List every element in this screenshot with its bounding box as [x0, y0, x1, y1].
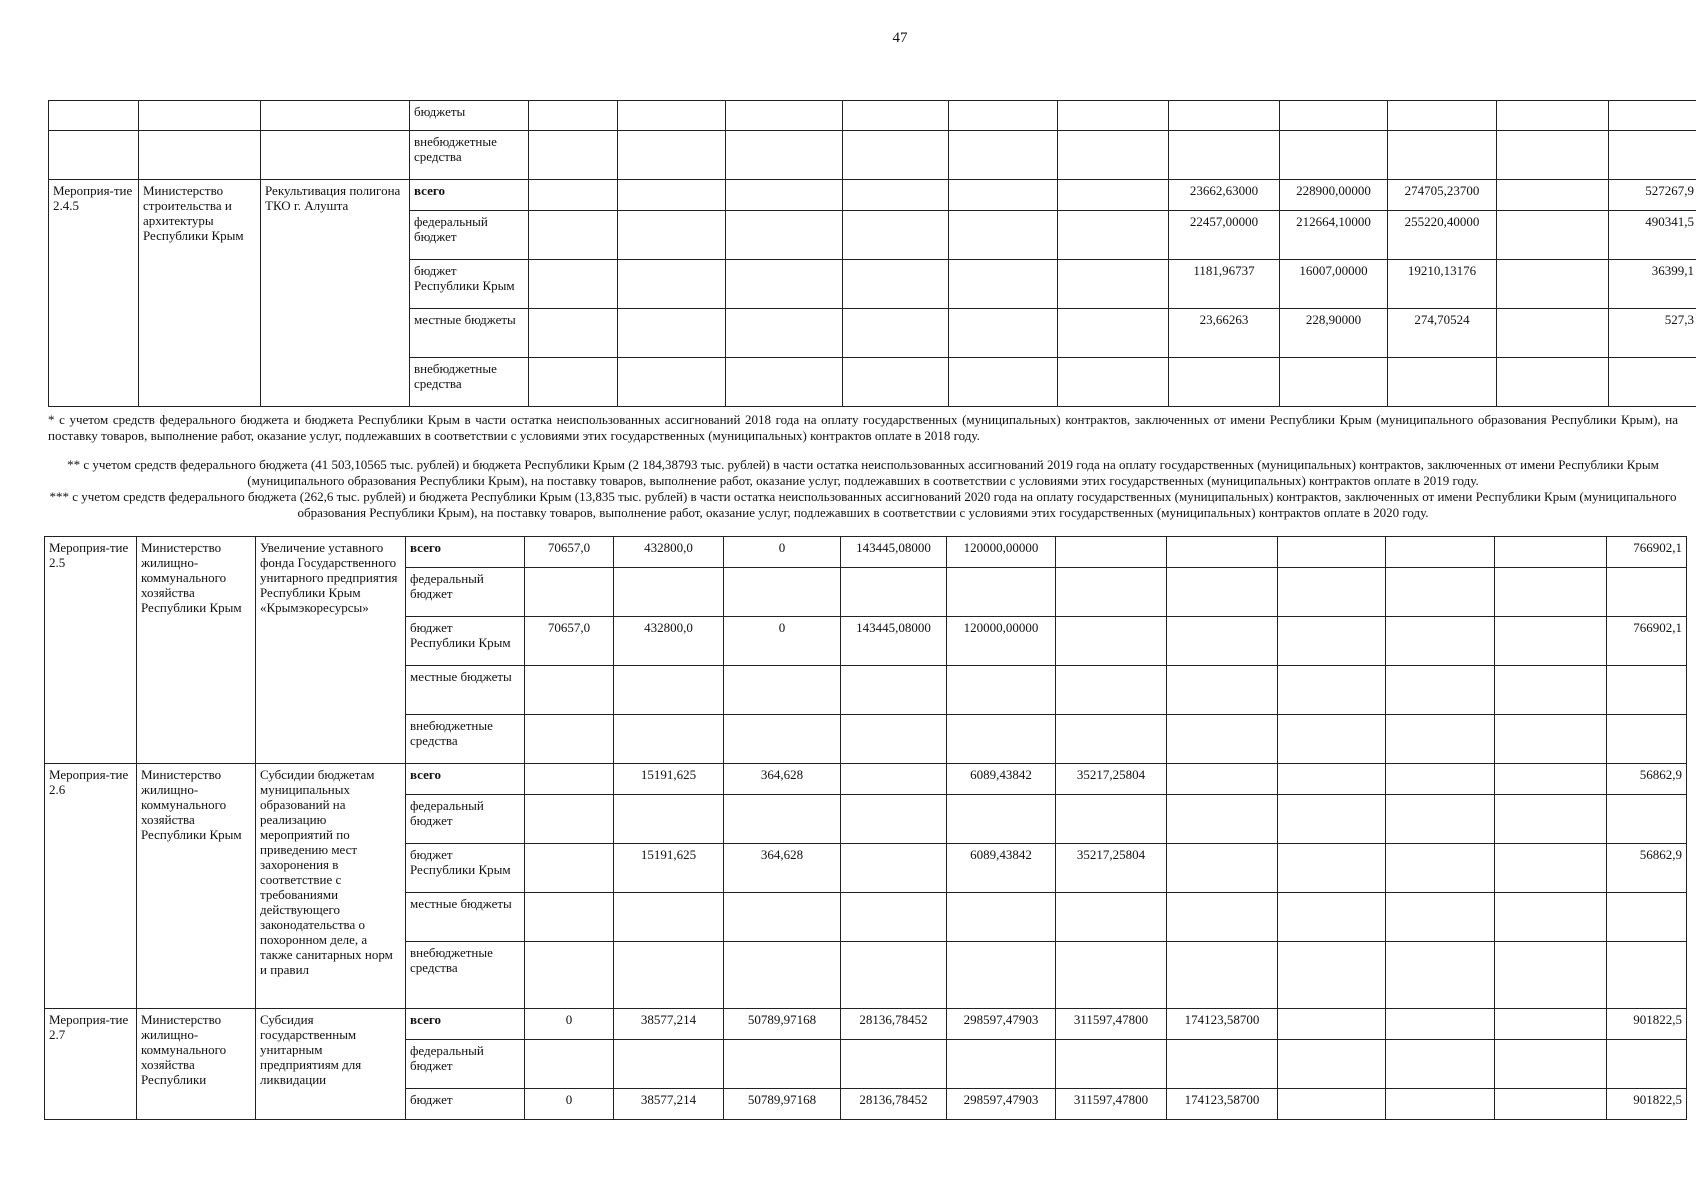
year-value: 364,628: [724, 844, 841, 893]
funding-source: внебюджетные средства: [410, 131, 529, 180]
total-value: 527,3: [1609, 309, 1696, 358]
year-value: [841, 1040, 947, 1089]
year-value: 50789,97168: [724, 1089, 841, 1120]
year-value: 432800,0: [614, 617, 724, 666]
year-value: [525, 568, 614, 617]
year-value: [1167, 844, 1278, 893]
total-value: 766902,1: [1607, 537, 1687, 568]
empty-cell: [1497, 131, 1609, 180]
year-value: [841, 764, 947, 795]
year-value: 19210,13176: [1388, 260, 1497, 309]
year-value: [843, 309, 949, 358]
year-value: [947, 942, 1056, 1009]
funding-source: бюджеты: [410, 101, 529, 131]
year-value: [1495, 537, 1607, 568]
year-value: [949, 211, 1058, 260]
year-value: [1495, 666, 1607, 715]
empty-cell: [726, 131, 843, 180]
funding-source: местные бюджеты: [406, 893, 525, 942]
year-value: 311597,47800: [1056, 1089, 1167, 1120]
total-value: [1607, 715, 1687, 764]
year-value: 6089,43842: [947, 844, 1056, 893]
year-value: 35217,25804: [1056, 844, 1167, 893]
year-value: [1278, 715, 1386, 764]
year-value: [1495, 1040, 1607, 1089]
year-value: [529, 180, 618, 211]
year-value: [1495, 1089, 1607, 1120]
year-value: [841, 844, 947, 893]
year-value: [841, 893, 947, 942]
funding-source: всего: [406, 537, 525, 568]
year-value: [614, 795, 724, 844]
year-value: [525, 764, 614, 795]
empty-cell: [843, 131, 949, 180]
year-value: [1386, 1089, 1495, 1120]
funding-table-bottom: [44, 536, 1687, 1120]
empty-cell: [1280, 101, 1388, 131]
empty-cell: [1280, 131, 1388, 180]
year-value: [614, 568, 724, 617]
year-value: [841, 715, 947, 764]
year-value: [1495, 617, 1607, 666]
event-name: Рекультивация полигона ТКО г. Алушта: [261, 180, 410, 407]
year-value: [1058, 309, 1169, 358]
year-value: 311597,47800: [1056, 1009, 1167, 1040]
year-value: [843, 260, 949, 309]
year-value: [947, 715, 1056, 764]
funding-source: бюджет: [406, 1089, 525, 1120]
executor: Министерство жилищно-коммунального хозяйства Республики Крым: [137, 764, 256, 1009]
total-value: 56862,9: [1607, 764, 1687, 795]
total-value: 490341,5: [1609, 211, 1696, 260]
year-value: [949, 180, 1058, 211]
year-value: [1386, 764, 1495, 795]
year-value: [947, 666, 1056, 715]
year-value: [724, 568, 841, 617]
year-value: [1497, 180, 1609, 211]
empty-cell: [261, 101, 410, 131]
year-value: 255220,40000: [1388, 211, 1497, 260]
year-value: 364,628: [724, 764, 841, 795]
year-value: [1386, 893, 1495, 942]
year-value: [947, 1040, 1056, 1089]
total-value: 36399,1: [1609, 260, 1696, 309]
year-value: 23,66263: [1169, 309, 1280, 358]
year-value: [724, 942, 841, 1009]
year-value: [1167, 568, 1278, 617]
total-value: [1607, 942, 1687, 1009]
year-value: 16007,00000: [1280, 260, 1388, 309]
year-value: [843, 358, 949, 407]
empty-cell: [1388, 101, 1497, 131]
year-value: [529, 309, 618, 358]
table-row: [45, 1009, 1687, 1040]
year-value: [1278, 1009, 1386, 1040]
year-value: 174123,58700: [1167, 1009, 1278, 1040]
year-value: [1497, 309, 1609, 358]
year-value: 15191,625: [614, 764, 724, 795]
funding-source: внебюджетные средства: [406, 942, 525, 1009]
year-value: [1167, 795, 1278, 844]
empty-cell: [843, 101, 949, 131]
executor: Министерство строительства и архитектуры Республики Крым: [139, 180, 261, 407]
year-value: [1167, 537, 1278, 568]
year-value: [614, 942, 724, 1009]
year-value: 35217,25804: [1056, 764, 1167, 795]
year-value: [1278, 568, 1386, 617]
year-value: [525, 715, 614, 764]
year-value: [843, 211, 949, 260]
year-value: [1056, 942, 1167, 1009]
year-value: [618, 260, 726, 309]
footnote-3: *** с учетом средств федерального бюджета (262,6 тыс. рублей) и бюджета Республики Крым (13,835 тыс. рублей) в части остатка неиспользованных ассигнований 2020 года на оплату государственных (муниципальных) контрактов, заключенных от имени Республики Крым (муниципального образования Республики Крым), на поставку товаров, выполнение работ, оказание услуг, подлежавших в соответствии с условиями этих государственных (муниципальных) контрактов оплате в 2020 году.: [49, 489, 1677, 520]
year-value: [841, 795, 947, 844]
table-row: [49, 180, 1696, 211]
empty-cell: [1388, 131, 1497, 180]
year-value: 143445,08000: [841, 617, 947, 666]
year-value: [1386, 844, 1495, 893]
year-value: [1058, 180, 1169, 211]
executor: Министерство жилищно-коммунального хозяйства Республики Крым: [137, 537, 256, 764]
year-value: [1169, 358, 1280, 407]
year-value: 15191,625: [614, 844, 724, 893]
year-value: [1167, 942, 1278, 1009]
event-code: Мероприя-тие 2.6: [45, 764, 137, 1009]
empty-cell: [1058, 131, 1169, 180]
empty-cell: [618, 131, 726, 180]
empty-cell: [949, 101, 1058, 131]
year-value: [525, 893, 614, 942]
total-value: [1607, 568, 1687, 617]
year-value: [1056, 795, 1167, 844]
year-value: [724, 666, 841, 715]
year-value: [1056, 537, 1167, 568]
year-value: [614, 666, 724, 715]
year-value: [618, 211, 726, 260]
year-value: [1280, 358, 1388, 407]
year-value: [1278, 795, 1386, 844]
year-value: [947, 795, 1056, 844]
empty-cell: [949, 131, 1058, 180]
year-value: 70657,0: [525, 537, 614, 568]
total-value: 766902,1: [1607, 617, 1687, 666]
year-value: [618, 309, 726, 358]
year-value: [1386, 568, 1495, 617]
empty-cell: [1609, 101, 1696, 131]
year-value: [1386, 537, 1495, 568]
year-value: 23662,63000: [1169, 180, 1280, 211]
year-value: [1167, 617, 1278, 666]
year-value: [1058, 211, 1169, 260]
funding-source: внебюджетные средства: [410, 358, 529, 407]
year-value: [1278, 942, 1386, 1009]
event-name: Увеличение уставного фонда Государственного унитарного предприятия Республики Крым «Крымэкоресурсы»: [256, 537, 406, 764]
year-value: 0: [724, 537, 841, 568]
year-value: [1056, 666, 1167, 715]
year-value: 274,70524: [1388, 309, 1497, 358]
table-row: [49, 101, 1696, 131]
empty-cell: [1169, 131, 1280, 180]
year-value: [1056, 715, 1167, 764]
funding-source: бюджет Республики Крым: [406, 617, 525, 666]
year-value: [529, 260, 618, 309]
year-value: [1386, 1040, 1495, 1089]
year-value: [525, 795, 614, 844]
year-value: [1167, 715, 1278, 764]
total-value: [1607, 893, 1687, 942]
year-value: 143445,08000: [841, 537, 947, 568]
year-value: [1495, 844, 1607, 893]
year-value: 298597,47903: [947, 1089, 1056, 1120]
year-value: 70657,0: [525, 617, 614, 666]
year-value: [525, 666, 614, 715]
year-value: 212664,10000: [1280, 211, 1388, 260]
year-value: 38577,214: [614, 1089, 724, 1120]
year-value: [1495, 715, 1607, 764]
funding-source: всего: [406, 764, 525, 795]
total-value: [1607, 1040, 1687, 1089]
empty-cell: [49, 131, 139, 180]
footnotes: [48, 412, 1678, 521]
empty-cell: [261, 131, 410, 180]
year-value: 120000,00000: [947, 537, 1056, 568]
year-value: [1497, 260, 1609, 309]
empty-cell: [726, 101, 843, 131]
empty-cell: [49, 101, 139, 131]
year-value: [1386, 617, 1495, 666]
year-value: [841, 942, 947, 1009]
funding-source: федеральный бюджет: [406, 795, 525, 844]
year-value: [1167, 764, 1278, 795]
funding-source: федеральный бюджет: [410, 211, 529, 260]
year-value: [1056, 568, 1167, 617]
year-value: [1056, 1040, 1167, 1089]
executor: Министерство жилищно-коммунального хозяйства Республики: [137, 1009, 256, 1120]
empty-cell: [139, 131, 261, 180]
year-value: [529, 211, 618, 260]
year-value: [726, 358, 843, 407]
year-value: [949, 358, 1058, 407]
year-value: [724, 1040, 841, 1089]
year-value: [1278, 666, 1386, 715]
total-value: 527267,9: [1609, 180, 1696, 211]
year-value: [1278, 617, 1386, 666]
empty-cell: [1609, 131, 1696, 180]
year-value: [1495, 764, 1607, 795]
funding-source: всего: [406, 1009, 525, 1040]
table-row: [45, 537, 1687, 568]
year-value: [843, 180, 949, 211]
year-value: [1278, 1040, 1386, 1089]
page-number: 47: [892, 30, 908, 46]
funding-source: федеральный бюджет: [406, 1040, 525, 1089]
year-value: [724, 795, 841, 844]
funding-source: местные бюджеты: [410, 309, 529, 358]
year-value: [949, 260, 1058, 309]
year-value: [841, 666, 947, 715]
event-code: Мероприя-тие 2.4.5: [49, 180, 139, 407]
year-value: [1058, 260, 1169, 309]
year-value: [1056, 893, 1167, 942]
year-value: [1056, 617, 1167, 666]
empty-cell: [1497, 101, 1609, 131]
year-value: [949, 309, 1058, 358]
year-value: [841, 568, 947, 617]
funding-table-top: [48, 100, 1696, 407]
year-value: [1278, 1089, 1386, 1120]
event-code: Мероприя-тие 2.7: [45, 1009, 137, 1120]
year-value: [525, 1040, 614, 1089]
table-row: [49, 131, 1696, 180]
empty-cell: [618, 101, 726, 131]
total-value: [1607, 666, 1687, 715]
year-value: 120000,00000: [947, 617, 1056, 666]
table-row: [45, 764, 1687, 795]
year-value: [726, 309, 843, 358]
total-value: 56862,9: [1607, 844, 1687, 893]
year-value: 6089,43842: [947, 764, 1056, 795]
year-value: [724, 893, 841, 942]
empty-cell: [1058, 101, 1169, 131]
year-value: [726, 211, 843, 260]
empty-cell: [529, 101, 618, 131]
footnote-1: * с учетом средств федерального бюджета и бюджета Республики Крым в части остатка неиспользованных ассигнований 2018 года на оплату государственных (муниципальных) контрактов, заключенных от имени Республики Крым (муниципального образования Республики Крым), на поставку товаров, выполнение работ, оказание услуг, подлежавших в соответствии с условиями этих государственных (муниципальных) контрактов оплате в 2018 году.: [48, 412, 1678, 443]
year-value: [1167, 1040, 1278, 1089]
funding-source: всего: [410, 180, 529, 211]
year-value: [1386, 666, 1495, 715]
empty-cell: [139, 101, 261, 131]
year-value: [529, 358, 618, 407]
year-value: [1495, 942, 1607, 1009]
year-value: [1495, 1009, 1607, 1040]
empty-cell: [529, 131, 618, 180]
empty-cell: [1169, 101, 1280, 131]
year-value: [1278, 844, 1386, 893]
year-value: 274705,23700: [1388, 180, 1497, 211]
year-value: [1386, 715, 1495, 764]
total-value: 901822,5: [1607, 1089, 1687, 1120]
total-value: [1607, 795, 1687, 844]
year-value: [947, 893, 1056, 942]
year-value: [618, 180, 726, 211]
year-value: [614, 1040, 724, 1089]
year-value: [1167, 893, 1278, 942]
year-value: [525, 844, 614, 893]
year-value: 0: [525, 1009, 614, 1040]
year-value: [1495, 568, 1607, 617]
year-value: [1495, 795, 1607, 844]
total-value: [1609, 358, 1696, 407]
year-value: [614, 715, 724, 764]
year-value: [1388, 358, 1497, 407]
funding-source: федеральный бюджет: [406, 568, 525, 617]
year-value: [525, 942, 614, 1009]
funding-source: местные бюджеты: [406, 666, 525, 715]
year-value: 0: [724, 617, 841, 666]
year-value: [724, 715, 841, 764]
year-value: [947, 568, 1056, 617]
event-code: Мероприя-тие 2.5: [45, 537, 137, 764]
event-name: Субсидии бюджетам муниципальных образований на реализацию мероприятий по приведению мест захоронения в соответствие с требованиями действующего законодательства о похоронном деле, а также санитарных норм и правил: [256, 764, 406, 1009]
year-value: 50789,97168: [724, 1009, 841, 1040]
year-value: [1386, 795, 1495, 844]
year-value: 298597,47903: [947, 1009, 1056, 1040]
year-value: 38577,214: [614, 1009, 724, 1040]
year-value: [1497, 358, 1609, 407]
year-value: 228900,00000: [1280, 180, 1388, 211]
year-value: [726, 260, 843, 309]
year-value: [1495, 893, 1607, 942]
year-value: [1058, 358, 1169, 407]
year-value: 432800,0: [614, 537, 724, 568]
year-value: [726, 180, 843, 211]
year-value: 22457,00000: [1169, 211, 1280, 260]
year-value: 28136,78452: [841, 1009, 947, 1040]
year-value: [614, 893, 724, 942]
year-value: [1386, 942, 1495, 1009]
year-value: [1278, 764, 1386, 795]
total-value: 901822,5: [1607, 1009, 1687, 1040]
year-value: [1278, 537, 1386, 568]
footnote-2: ** с учетом средств федерального бюджета (41 503,10565 тыс. рублей) и бюджета Республики Крым (2 184,38793 тыс. рублей) в части остатка неиспользованных ассигнований 2019 года на оплату государственных (муниципальных) контрактов, заключенных от имени Республики Крым (муниципального образования Республики Крым), на поставку товаров, выполнение работ, оказание услуг, подлежавших в соответствии с условиями этих государственных (муниципальных) контрактов оплате в 2019 году.: [67, 457, 1659, 488]
year-value: [1386, 1009, 1495, 1040]
year-value: 174123,58700: [1167, 1089, 1278, 1120]
year-value: 0: [525, 1089, 614, 1120]
year-value: [1497, 211, 1609, 260]
year-value: [618, 358, 726, 407]
year-value: [1167, 666, 1278, 715]
funding-source: бюджет Республики Крым: [410, 260, 529, 309]
funding-source: бюджет Республики Крым: [406, 844, 525, 893]
year-value: [1278, 893, 1386, 942]
year-value: 1181,96737: [1169, 260, 1280, 309]
year-value: 228,90000: [1280, 309, 1388, 358]
year-value: 28136,78452: [841, 1089, 947, 1120]
funding-source: внебюджетные средства: [406, 715, 525, 764]
event-name: Субсидия государственным унитарным предприятиям для ликвидации: [256, 1009, 406, 1120]
